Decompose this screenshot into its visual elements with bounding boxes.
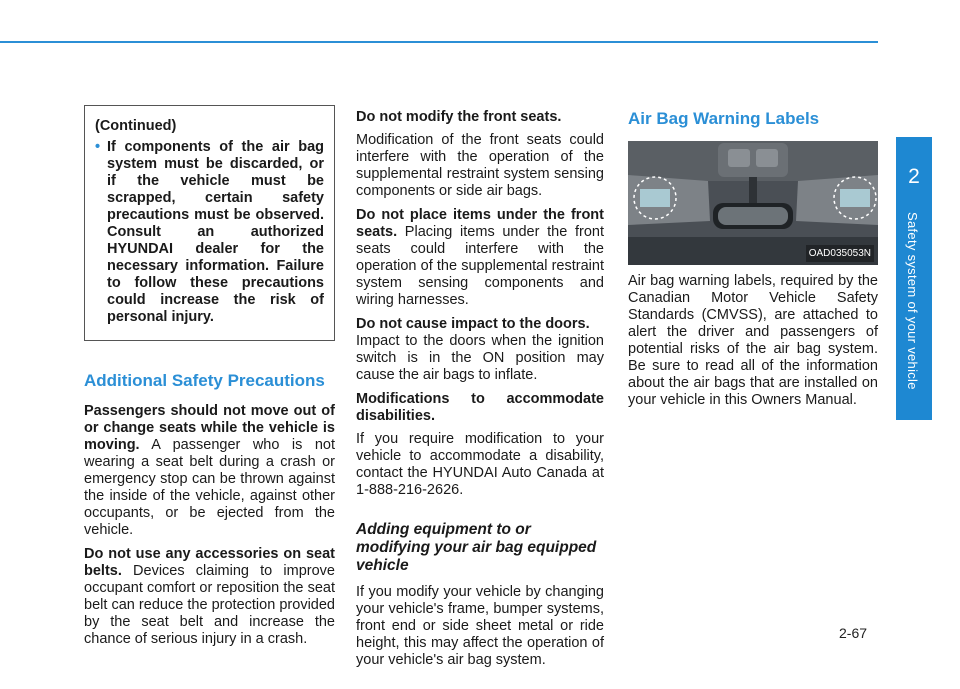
page-number: 2-67 — [839, 625, 868, 641]
paragraph-text: Devices claiming to improve occupant comfort or reposition the seat belt can reduce the protection provided by the seat belt and increase the chance of serious injury in a crash. — [84, 563, 335, 647]
section-title-additional: Additional Safety Precautions — [84, 371, 325, 390]
chapter-title: Safety system of your vehicle — [905, 212, 920, 390]
warning-continued: (Continued) — [95, 118, 177, 134]
paragraph-text: Placing items under the front seats could interfere with the operation of the supplemental restraint system sensing components and wiring harnesses. — [356, 224, 604, 308]
paragraph-text: Air bag warning labels, required by the Canadian Motor Vehicle Safety Standards (CMVSS), are attached to alert the driver and passengers of potential risks of the air bag system. Be sure to read all of the information about the air bags that are installed on your vehicle in this Owners Manual. — [628, 273, 878, 408]
paragraph — [84, 546, 335, 648]
column-left — [84, 105, 335, 655]
warning-box — [84, 105, 335, 341]
warning-bullet-item — [95, 139, 324, 326]
paragraph — [84, 403, 335, 539]
column-right — [628, 109, 878, 416]
warning-bullet-text: If components of the air bag system must be discarded, or if the vehicle must be scrapped, certain safety precautions must be observed. Consult an authorized HYUNDAI dealer for the necessary information. Failure to follow these precautions could increase the risk of personal injury. — [107, 139, 324, 325]
paragraph-text: If you modify your vehicle by changing your vehicle's frame, bumper systems, front end or side sheet metal or ride height, this may affect the operation of your vehicle's air bag system. — [356, 584, 604, 668]
paragraph-lead: Do not place items under the front seats. — [356, 207, 604, 240]
subheading-adding-equipment: Adding equipment to or modifying your air bag equipped vehicle — [356, 521, 597, 574]
paragraph — [356, 207, 604, 309]
paragraph-heading — [356, 316, 604, 333]
chapter-tab — [896, 137, 932, 420]
paragraph-lead: Modifications to accommodate disabilities. — [356, 391, 604, 424]
bullet-dot-icon: • — [95, 139, 101, 155]
paragraph-lead: Do not cause impact to the doors. — [356, 316, 590, 332]
paragraph-heading — [356, 109, 604, 126]
paragraph-text: Modification of the front seats could interfere with the operation of the supplemental restraint system sensing components or side air bags. — [356, 132, 604, 199]
paragraph-heading — [356, 391, 604, 425]
paragraph-text: A passenger who is not wearing a seat belt during a crash or emergency stop can be thrown against the inside of the vehicle, against other occupants, or be ejected from the vehicle. — [84, 437, 335, 538]
image-code: OAD035053N — [806, 245, 874, 262]
paragraph-lead: Passengers should not move out of or change seats while the vehicle is moving. — [84, 403, 335, 453]
header-rule — [0, 41, 878, 43]
column-middle — [356, 109, 604, 676]
chapter-number: 2 — [908, 165, 920, 188]
paragraph-lead: Do not modify the front seats. — [356, 109, 562, 125]
paragraph-lead: Do not use any accessories on seat belts. — [84, 546, 335, 579]
paragraph-text: Impact to the doors when the ignition switch is in the ON position may cause the air bags to inflate. — [356, 333, 604, 383]
sun-visor-photo — [628, 141, 878, 265]
paragraph-text: If you require modification to your vehicle to accommodate a disability, contact the HYUNDAI Auto Canada at 1-888-216-2626. — [356, 431, 604, 498]
section-title-warning-labels: Air Bag Warning Labels — [628, 109, 820, 128]
